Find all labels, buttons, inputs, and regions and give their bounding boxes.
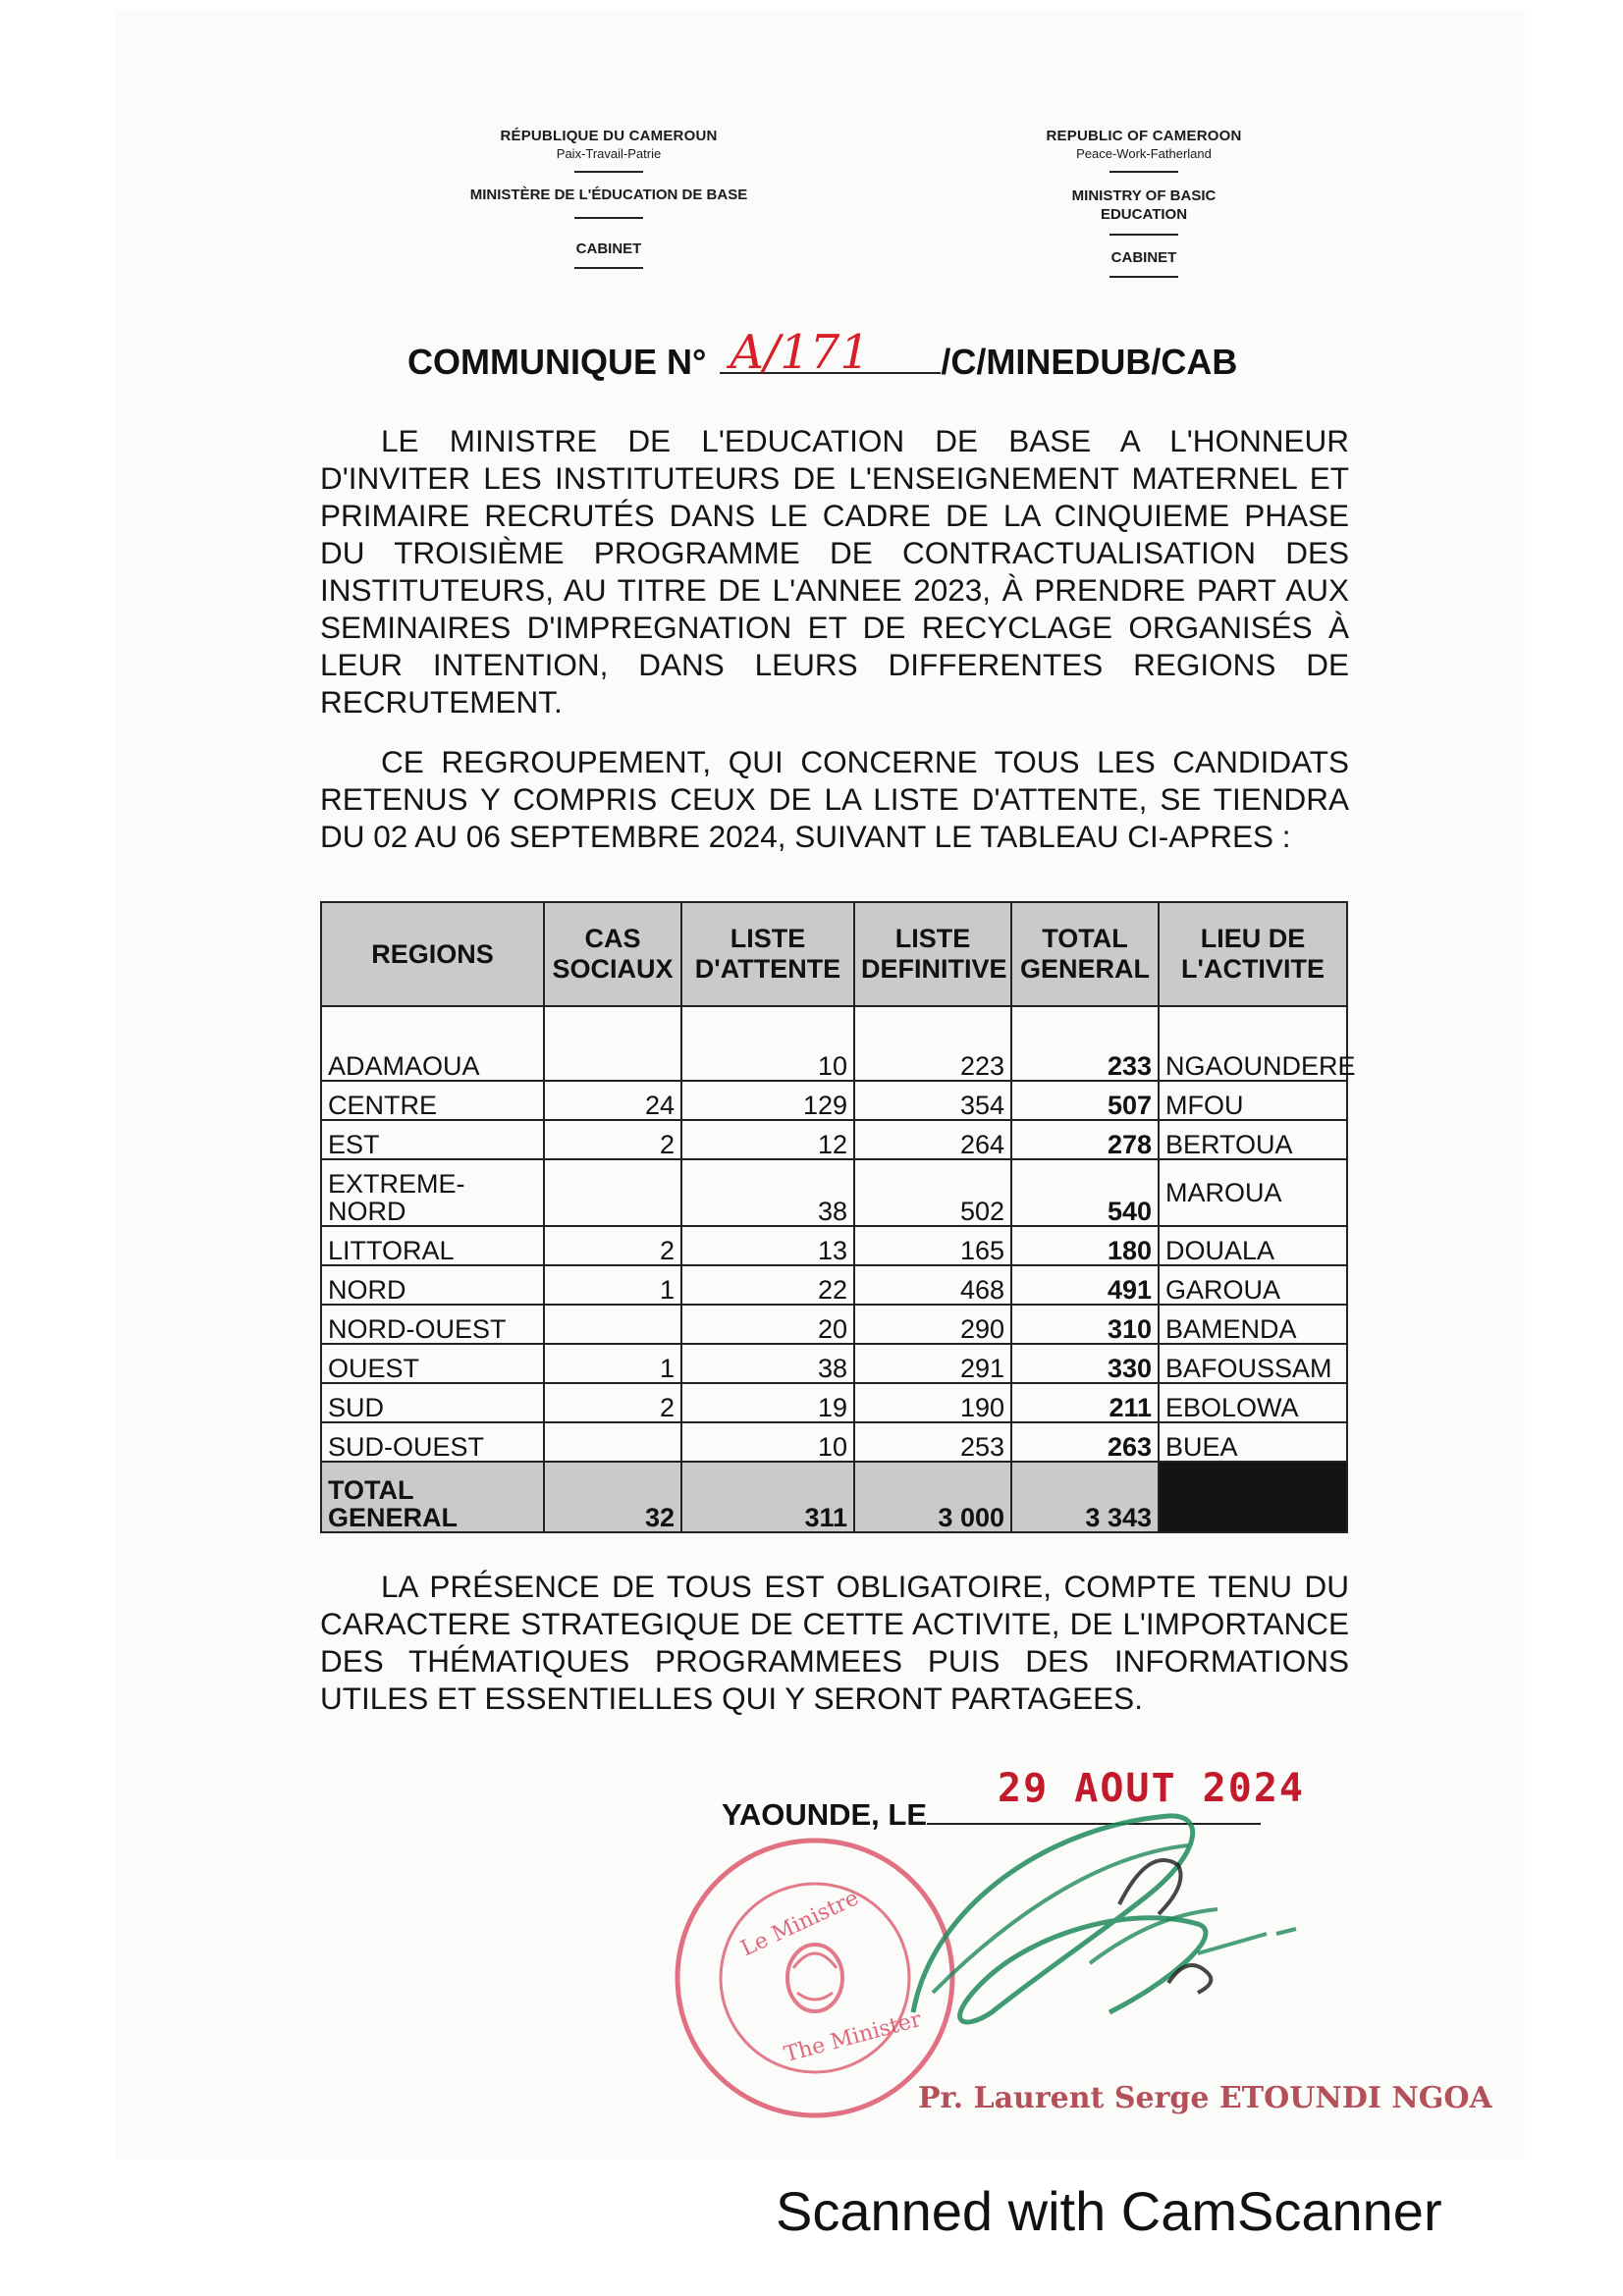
cell-cas xyxy=(544,1006,681,1081)
cell-total: 330 xyxy=(1011,1344,1159,1383)
cell-lieu: EBOLOWA xyxy=(1159,1383,1347,1422)
cell-definitive: 165 xyxy=(854,1226,1011,1265)
cell-lieu: GAROUA xyxy=(1159,1265,1347,1305)
cell-definitive: 264 xyxy=(854,1120,1011,1159)
header-total-general: TOTAL GENERAL xyxy=(1011,902,1159,1006)
cell-definitive: 354 xyxy=(854,1081,1011,1120)
cell-total-label: TOTAL GENERAL xyxy=(321,1462,544,1532)
cell-region: OUEST xyxy=(321,1344,544,1383)
cell-region: NORD-OUEST xyxy=(321,1305,544,1344)
table-row xyxy=(321,1305,1347,1344)
table-total-row xyxy=(321,1462,1347,1532)
cell-lieu: BERTOUA xyxy=(1159,1120,1347,1159)
table-row xyxy=(321,1265,1347,1305)
camscanner-footer: Scanned with CamScanner xyxy=(776,2180,1442,2242)
cell-definitive: 190 xyxy=(854,1383,1011,1422)
signature-icon xyxy=(874,1787,1316,2042)
cell-cas: 24 xyxy=(544,1081,681,1120)
communique-number-field xyxy=(720,325,941,380)
table-row xyxy=(321,1006,1347,1081)
table-row xyxy=(321,1383,1347,1422)
table-row xyxy=(321,1081,1347,1120)
header-right-ministry-line1: MINISTRY OF BASIC xyxy=(1071,187,1217,204)
header-left xyxy=(412,128,805,283)
table-row xyxy=(321,1226,1347,1265)
header-left-ministry: MINISTÈRE DE L'ÉDUCATION DE BASE xyxy=(469,187,748,203)
cell-definitive: 223 xyxy=(854,1006,1011,1081)
cell-total: 507 xyxy=(1011,1081,1159,1120)
header-liste-attente: LISTE D'ATTENTE xyxy=(681,902,854,1006)
table-row xyxy=(321,1120,1347,1159)
header-right-motto: Peace-Work-Fatherland xyxy=(1076,146,1212,161)
cell-attente: 129 xyxy=(681,1081,854,1120)
table-row xyxy=(321,1344,1347,1383)
communique-suffix: /C/MINEDUB/CAB xyxy=(941,342,1238,382)
header-left-motto: Paix-Travail-Patrie xyxy=(556,146,662,161)
cell-region: EXTREME-NORD xyxy=(321,1159,544,1226)
communique-number-handwritten: A/171 xyxy=(730,325,870,380)
divider xyxy=(1109,234,1178,236)
cell-cas: 1 xyxy=(544,1344,681,1383)
cell-lieu: MAROUA xyxy=(1159,1159,1347,1226)
cell-definitive: 468 xyxy=(854,1265,1011,1305)
cell-cas xyxy=(544,1305,681,1344)
cell-total: 278 xyxy=(1011,1120,1159,1159)
cell-region: CENTRE xyxy=(321,1081,544,1120)
header-right-country: REPUBLIC OF CAMEROON xyxy=(1046,128,1242,144)
communique-prefix: COMMUNIQUE N° xyxy=(407,342,707,382)
header-right xyxy=(997,128,1291,292)
cell-region: ADAMAOUA xyxy=(321,1006,544,1081)
regions-table xyxy=(320,901,1356,1533)
cell-total: 180 xyxy=(1011,1226,1159,1265)
divider xyxy=(574,217,643,219)
header-right-ministry-line2: EDUCATION xyxy=(1100,206,1188,223)
cell-definitive: 502 xyxy=(854,1159,1011,1226)
cell-region: EST xyxy=(321,1120,544,1159)
cell-total-attente: 311 xyxy=(681,1462,854,1532)
cell-region: NORD xyxy=(321,1265,544,1305)
cell-cas xyxy=(544,1422,681,1462)
cell-cas xyxy=(544,1159,681,1226)
table-row xyxy=(321,1159,1347,1226)
header-lieu: LIEU DE L'ACTIVITE xyxy=(1159,902,1347,1006)
paragraph-invitation: LE MINISTRE DE L'EDUCATION DE BASE A L'HONNEUR D'INVITER LES INSTITUTEURS DE L'ENSEIGNEMENT MATERNEL ET PRIMAIRE RECRUTÉS DANS LE CADRE DE LA CINQUIEME PHASE DU TROISIÈME PROGRAMME DE CONTRACTUALISATION DES INSTITUTEURS, AU TITRE DE L'ANNEE 2023, À PRENDRE PART AUX SEMINAIRES D'IMPREGNATION ET DE RECYCLAGE ORGANISÉS À LEUR INTENTION, DANS LEURS DIFFERENTES REGIONS DE RECRUTEMENT. xyxy=(320,423,1349,720)
table-header-row xyxy=(321,902,1347,1006)
signatory-name: Pr. Laurent Serge ETOUNDI NGOA xyxy=(918,2081,1492,2115)
header-right-office: CABINET xyxy=(1110,249,1177,266)
divider xyxy=(574,267,643,269)
paragraph-schedule: CE REGROUPEMENT, QUI CONCERNE TOUS LES CANDIDATS RETENUS Y COMPRIS CEUX DE LA LISTE D'ATTENTE, SE TIENDRA DU 02 AU 06 SEPTEMBRE 2024, SUIVANT LE TABLEAU CI-APRES : xyxy=(320,744,1349,854)
cell-total-definitive: 3 000 xyxy=(854,1462,1011,1532)
communique-title xyxy=(407,325,1291,383)
cell-attente: 38 xyxy=(681,1344,854,1383)
header-regions: REGIONS xyxy=(321,902,544,1006)
cell-attente: 38 xyxy=(681,1159,854,1226)
header-liste-definitive: LISTE DEFINITIVE xyxy=(854,902,1011,1006)
cell-total: 233 xyxy=(1011,1006,1159,1081)
cell-region: SUD-OUEST xyxy=(321,1422,544,1462)
cell-attente: 20 xyxy=(681,1305,854,1344)
cell-attente: 13 xyxy=(681,1226,854,1265)
cell-definitive: 253 xyxy=(854,1422,1011,1462)
cell-cas: 1 xyxy=(544,1265,681,1305)
cell-lieu: BAFOUSSAM xyxy=(1159,1344,1347,1383)
cell-lieu: DOUALA xyxy=(1159,1226,1347,1265)
cell-definitive: 291 xyxy=(854,1344,1011,1383)
cell-region: SUD xyxy=(321,1383,544,1422)
cell-total-cas: 32 xyxy=(544,1462,681,1532)
svg-text:The Minister: The Minister xyxy=(782,2006,925,2068)
cell-total: 491 xyxy=(1011,1265,1159,1305)
cell-cas: 2 xyxy=(544,1383,681,1422)
cell-total: 540 xyxy=(1011,1159,1159,1226)
cell-total: 263 xyxy=(1011,1422,1159,1462)
table-row xyxy=(321,1422,1347,1462)
date-place: YAOUNDE, LE xyxy=(722,1797,928,1832)
cell-cas: 2 xyxy=(544,1226,681,1265)
cell-lieu: NGAOUNDERE xyxy=(1159,1006,1347,1081)
divider xyxy=(574,171,643,173)
header-left-country: RÉPUBLIQUE DU CAMEROUN xyxy=(500,128,718,144)
cell-total: 211 xyxy=(1011,1383,1159,1422)
cell-attente: 10 xyxy=(681,1006,854,1081)
paragraph-attendance: LA PRÉSENCE DE TOUS EST OBLIGATOIRE, COMPTE TENU DU CARACTERE STRATEGIQUE DE CETTE ACTIVITE, DE L'IMPORTANCE DES THÉMATIQUES PROGRAMMEES PUIS DES INFORMATIONS UTILES ET ESSENTIELLES QUI Y SERONT PARTAGEES. xyxy=(320,1569,1349,1716)
header-left-office: CABINET xyxy=(575,240,642,257)
cell-attente: 22 xyxy=(681,1265,854,1305)
cell-attente: 12 xyxy=(681,1120,854,1159)
svg-text:Le Ministre: Le Ministre xyxy=(736,1886,863,1962)
cell-region: LITTORAL xyxy=(321,1226,544,1265)
cell-definitive: 290 xyxy=(854,1305,1011,1344)
cell-total-general: 3 343 xyxy=(1011,1462,1159,1532)
cell-lieu: BAMENDA xyxy=(1159,1305,1347,1344)
cell-cas: 2 xyxy=(544,1120,681,1159)
divider xyxy=(1109,276,1178,278)
cell-attente: 19 xyxy=(681,1383,854,1422)
header-cas-sociaux: CAS SOCIAUX xyxy=(544,902,681,1006)
cell-attente: 10 xyxy=(681,1422,854,1462)
divider xyxy=(1109,171,1178,173)
cell-lieu: BUEA xyxy=(1159,1422,1347,1462)
cell-lieu: MFOU xyxy=(1159,1081,1347,1120)
date-stamp: 29 AOUT 2024 xyxy=(998,1766,1305,1811)
cell-total-lieu-blacked xyxy=(1159,1462,1347,1532)
cell-total: 310 xyxy=(1011,1305,1159,1344)
